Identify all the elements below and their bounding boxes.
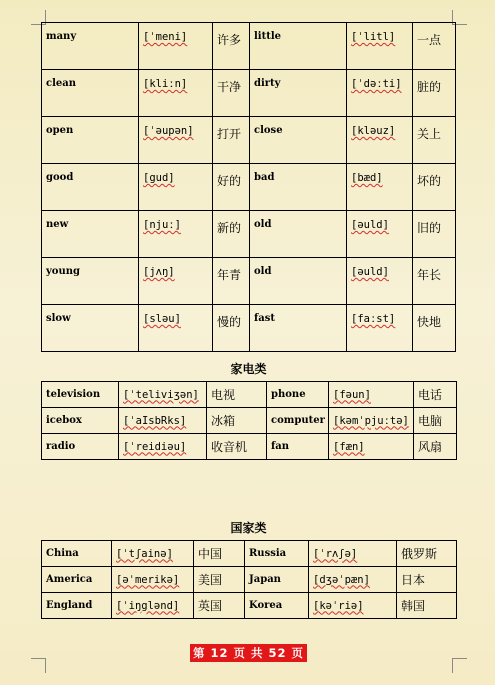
table-cell — [213, 211, 250, 258]
phonetic-cell: [jʌŋ] — [143, 266, 175, 278]
corner-mark-bottom-left — [31, 658, 46, 673]
phonetic-cell: [ˈreidiəu] — [123, 440, 187, 453]
table-cell — [194, 593, 245, 619]
phonetic-cell: [ˈmeni] — [143, 31, 188, 43]
table-cell — [413, 23, 456, 70]
table-cell — [347, 117, 413, 164]
meaning-cell: 旧的 — [417, 221, 442, 235]
word-cell: young — [46, 266, 81, 277]
meaning-cell: 打开 — [217, 127, 242, 141]
phonetic-cell: [əˈmerikə] — [116, 573, 180, 586]
table-cell — [267, 408, 329, 434]
table-row — [42, 382, 457, 408]
phonetic-cell: [ˈteliviʒən] — [123, 388, 199, 401]
table-cell — [347, 70, 413, 117]
table-cell — [347, 164, 413, 211]
table-cell — [119, 382, 207, 408]
phonetic-cell: [ˈaIsbRks] — [123, 414, 187, 427]
table-row — [42, 434, 457, 460]
meaning-cell: 电脑 — [418, 414, 443, 428]
word-cell: phone — [271, 389, 306, 400]
appliances-table — [41, 381, 457, 460]
table-cell — [42, 258, 139, 305]
meaning-cell: 许多 — [217, 33, 242, 47]
table-cell — [213, 117, 250, 164]
table-cell — [42, 23, 139, 70]
word-cell: fast — [254, 313, 276, 324]
table-cell — [42, 567, 112, 593]
word-cell: Japan — [249, 574, 281, 585]
word-cell: many — [46, 31, 77, 42]
phonetic-cell: [ˈiŋglənd] — [116, 599, 180, 612]
table-row — [42, 305, 456, 352]
phonetic-cell: [kəˈriə] — [313, 599, 364, 612]
table-cell — [213, 305, 250, 352]
phonetic-cell: [ˈdəːti] — [351, 78, 402, 90]
word-cell: dirty — [254, 78, 281, 89]
word-cell: Russia — [249, 548, 287, 559]
table-cell — [213, 70, 250, 117]
phonetic-cell: [dʒəˈpæn] — [313, 573, 370, 586]
meaning-cell: 收音机 — [211, 440, 248, 454]
phonetic-cell: [ˈəupən] — [143, 125, 194, 137]
table-cell — [139, 117, 213, 164]
table-cell — [250, 211, 347, 258]
table-cell — [42, 434, 119, 460]
phonetic-cell: [fəun] — [333, 388, 371, 401]
table-cell — [213, 23, 250, 70]
word-cell: old — [254, 219, 272, 230]
table-cell — [347, 258, 413, 305]
phonetic-cell: [kəmˈpjuːtə] — [333, 414, 409, 427]
meaning-cell: 干净 — [217, 80, 242, 94]
table-cell — [42, 305, 139, 352]
table-cell — [413, 70, 456, 117]
phonetic-cell: [kləuz] — [351, 125, 396, 137]
phonetic-cell: [bæd] — [351, 172, 383, 184]
table-row — [42, 593, 457, 619]
meaning-cell: 一点 — [417, 33, 442, 47]
table-cell — [42, 408, 119, 434]
word-cell: England — [46, 600, 93, 611]
section-heading-appliances: 家电类 — [230, 362, 267, 376]
countries-table — [41, 540, 457, 619]
table-cell — [119, 408, 207, 434]
word-cell: old — [254, 266, 272, 277]
table-cell — [112, 593, 194, 619]
meaning-cell: 新的 — [217, 221, 242, 235]
table-row — [42, 70, 456, 117]
meaning-cell: 中国 — [198, 547, 223, 561]
table-cell — [413, 211, 456, 258]
meaning-cell: 年长 — [417, 268, 442, 282]
table-row — [42, 567, 457, 593]
table-cell — [309, 593, 397, 619]
table-cell — [112, 541, 194, 567]
table-cell — [207, 408, 267, 434]
table-cell — [139, 305, 213, 352]
phonetic-cell: [gud] — [143, 172, 175, 184]
table-cell — [347, 23, 413, 70]
word-cell: new — [46, 219, 69, 230]
table-cell — [139, 70, 213, 117]
phonetic-cell: [ˈlitl] — [351, 31, 396, 43]
phonetic-cell: [faːst] — [351, 313, 396, 325]
section-heading-countries: 国家类 — [230, 521, 267, 535]
word-cell: radio — [46, 441, 76, 452]
phonetic-cell: [ˈrʌʃə] — [313, 547, 358, 560]
table-row — [42, 211, 456, 258]
phonetic-cell: [əuld] — [351, 266, 389, 278]
meaning-cell: 电话 — [418, 388, 443, 402]
table-cell — [213, 164, 250, 211]
table-cell — [329, 382, 414, 408]
phonetic-cell: [fæn] — [333, 440, 365, 453]
phonetic-cell: [ˈtʃainə] — [116, 547, 173, 560]
word-cell: fan — [271, 441, 290, 452]
meaning-cell: 好的 — [217, 174, 242, 188]
word-cell: bad — [254, 172, 275, 183]
table-cell — [397, 567, 457, 593]
table-cell — [112, 567, 194, 593]
meaning-cell: 俄罗斯 — [401, 547, 438, 561]
table-cell — [250, 305, 347, 352]
corner-mark-bottom-right — [452, 658, 467, 673]
word-cell: China — [46, 548, 79, 559]
meaning-cell: 英国 — [198, 599, 223, 613]
phonetic-cell: [kliːn] — [143, 78, 188, 90]
table-cell — [413, 305, 456, 352]
table-cell — [250, 117, 347, 164]
table-cell — [267, 434, 329, 460]
table-cell — [250, 164, 347, 211]
table-cell — [245, 541, 309, 567]
meaning-cell: 韩国 — [401, 599, 426, 613]
table-cell — [245, 593, 309, 619]
word-cell: television — [46, 389, 101, 400]
table-row — [42, 164, 456, 211]
word-cell: clean — [46, 78, 76, 89]
word-cell: computer — [271, 415, 325, 426]
table-cell — [413, 117, 456, 164]
table-cell — [207, 382, 267, 408]
meaning-cell: 电视 — [211, 388, 236, 402]
table-cell — [397, 541, 457, 567]
table-cell — [245, 567, 309, 593]
table-cell — [413, 258, 456, 305]
table-cell — [213, 258, 250, 305]
table-cell — [42, 164, 139, 211]
table-cell — [139, 164, 213, 211]
table-cell — [42, 70, 139, 117]
meaning-cell: 关上 — [417, 127, 442, 141]
meaning-cell: 风扇 — [418, 440, 443, 454]
word-cell: slow — [46, 313, 71, 324]
table-cell — [267, 382, 329, 408]
table-cell — [139, 23, 213, 70]
meaning-cell: 慢的 — [217, 315, 242, 329]
table-cell — [414, 382, 457, 408]
table-cell — [329, 434, 414, 460]
word-cell: Korea — [249, 600, 283, 611]
table-row — [42, 541, 457, 567]
word-cell: America — [46, 574, 93, 585]
table-row — [42, 117, 456, 164]
table-cell — [250, 258, 347, 305]
meaning-cell: 脏的 — [417, 80, 442, 94]
word-cell: good — [46, 172, 74, 183]
word-cell: icebox — [46, 415, 82, 426]
table-cell — [347, 211, 413, 258]
table-cell — [250, 70, 347, 117]
table-cell — [413, 164, 456, 211]
meaning-cell: 冰箱 — [211, 414, 236, 428]
table-cell — [42, 117, 139, 164]
word-cell: open — [46, 125, 74, 136]
table-cell — [42, 541, 112, 567]
table-cell — [397, 593, 457, 619]
table-cell — [42, 593, 112, 619]
adjectives-table — [41, 22, 456, 352]
table-cell — [207, 434, 267, 460]
table-row — [42, 23, 456, 70]
table-cell — [309, 541, 397, 567]
table-cell — [194, 541, 245, 567]
table-cell — [329, 408, 414, 434]
phonetic-cell: [əuld] — [351, 219, 389, 231]
meaning-cell: 坏的 — [417, 174, 442, 188]
meaning-cell: 年青 — [217, 268, 242, 282]
table-cell — [119, 434, 207, 460]
meaning-cell: 快地 — [417, 315, 442, 329]
table-cell — [414, 408, 457, 434]
table-cell — [194, 567, 245, 593]
table-row — [42, 408, 457, 434]
table-cell — [139, 211, 213, 258]
word-cell: close — [254, 125, 283, 136]
phonetic-cell: [njuː] — [143, 219, 181, 231]
table-row — [42, 258, 456, 305]
meaning-cell: 美国 — [198, 573, 223, 587]
table-cell — [42, 211, 139, 258]
table-cell — [250, 23, 347, 70]
meaning-cell: 日本 — [401, 573, 426, 587]
table-cell — [414, 434, 457, 460]
phonetic-cell: [sləu] — [143, 313, 181, 325]
table-cell — [42, 382, 119, 408]
page-number-footer: 第 12 页 共 52 页 — [190, 644, 307, 662]
table-cell — [139, 258, 213, 305]
word-cell: little — [254, 31, 281, 42]
table-cell — [309, 567, 397, 593]
table-cell — [347, 305, 413, 352]
